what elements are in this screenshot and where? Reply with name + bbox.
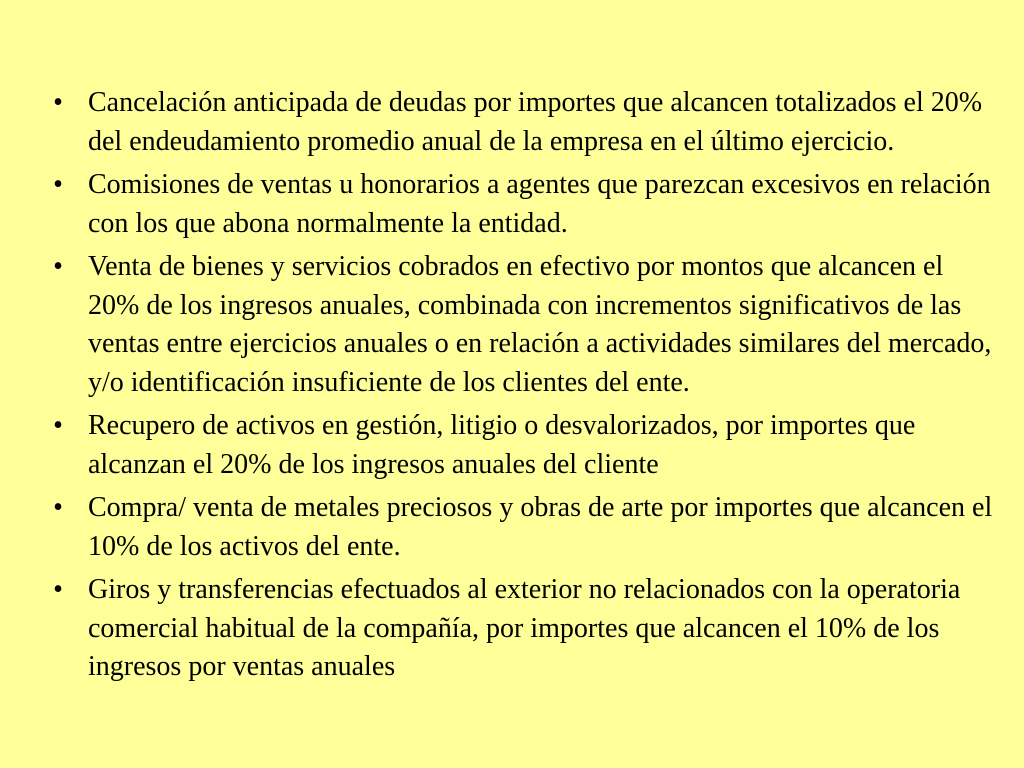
bullet-icon: • (53, 87, 63, 118)
bullet-text: Compra/ venta de metales preciosos y obras de arte por importes que alcancen el 10% de los activos del ente. (88, 492, 993, 562)
bullet-item (46, 571, 994, 687)
bullet-item (46, 248, 994, 402)
bullet-icon: • (53, 169, 63, 200)
bullet-text: Recupero de activos en gestión, litigio o desvalorizados, por importes que alcanzan el 20% de los ingresos anuales del cliente (88, 410, 916, 480)
bullet-icon: • (53, 492, 63, 523)
bullet-list (46, 84, 994, 687)
bullet-text: Venta de bienes y servicios cobrados en efectivo por montos que alcancen el 20% de los ingresos anuales, combinada con incrementos significativos de las ventas entre ejercicios anuales o en relación a actividades similares del mercado, y/o identificación insuficiente de los clientes del ente. (88, 251, 992, 398)
bullet-item (46, 489, 994, 566)
bullet-text: Comisiones de ventas u honorarios a agentes que parezcan excesivos en relación con los que abona normalmente la entidad. (88, 169, 991, 239)
bullet-icon: • (53, 410, 63, 441)
bullet-item (46, 166, 994, 243)
bullet-item (46, 84, 994, 161)
bullet-text: Giros y transferencias efectuados al exterior no relacionados con la operatoria comercial habitual de la compañía, por importes que alcancen el 10% de los ingresos por ventas anuales (88, 574, 961, 682)
bullet-item (46, 407, 994, 484)
bullet-text: Cancelación anticipada de deudas por importes que alcancen totalizados el 20% del endeudamiento promedio anual de la empresa en el último ejercicio. (88, 87, 983, 157)
bullet-icon: • (53, 251, 63, 282)
bullet-icon: • (53, 574, 63, 605)
